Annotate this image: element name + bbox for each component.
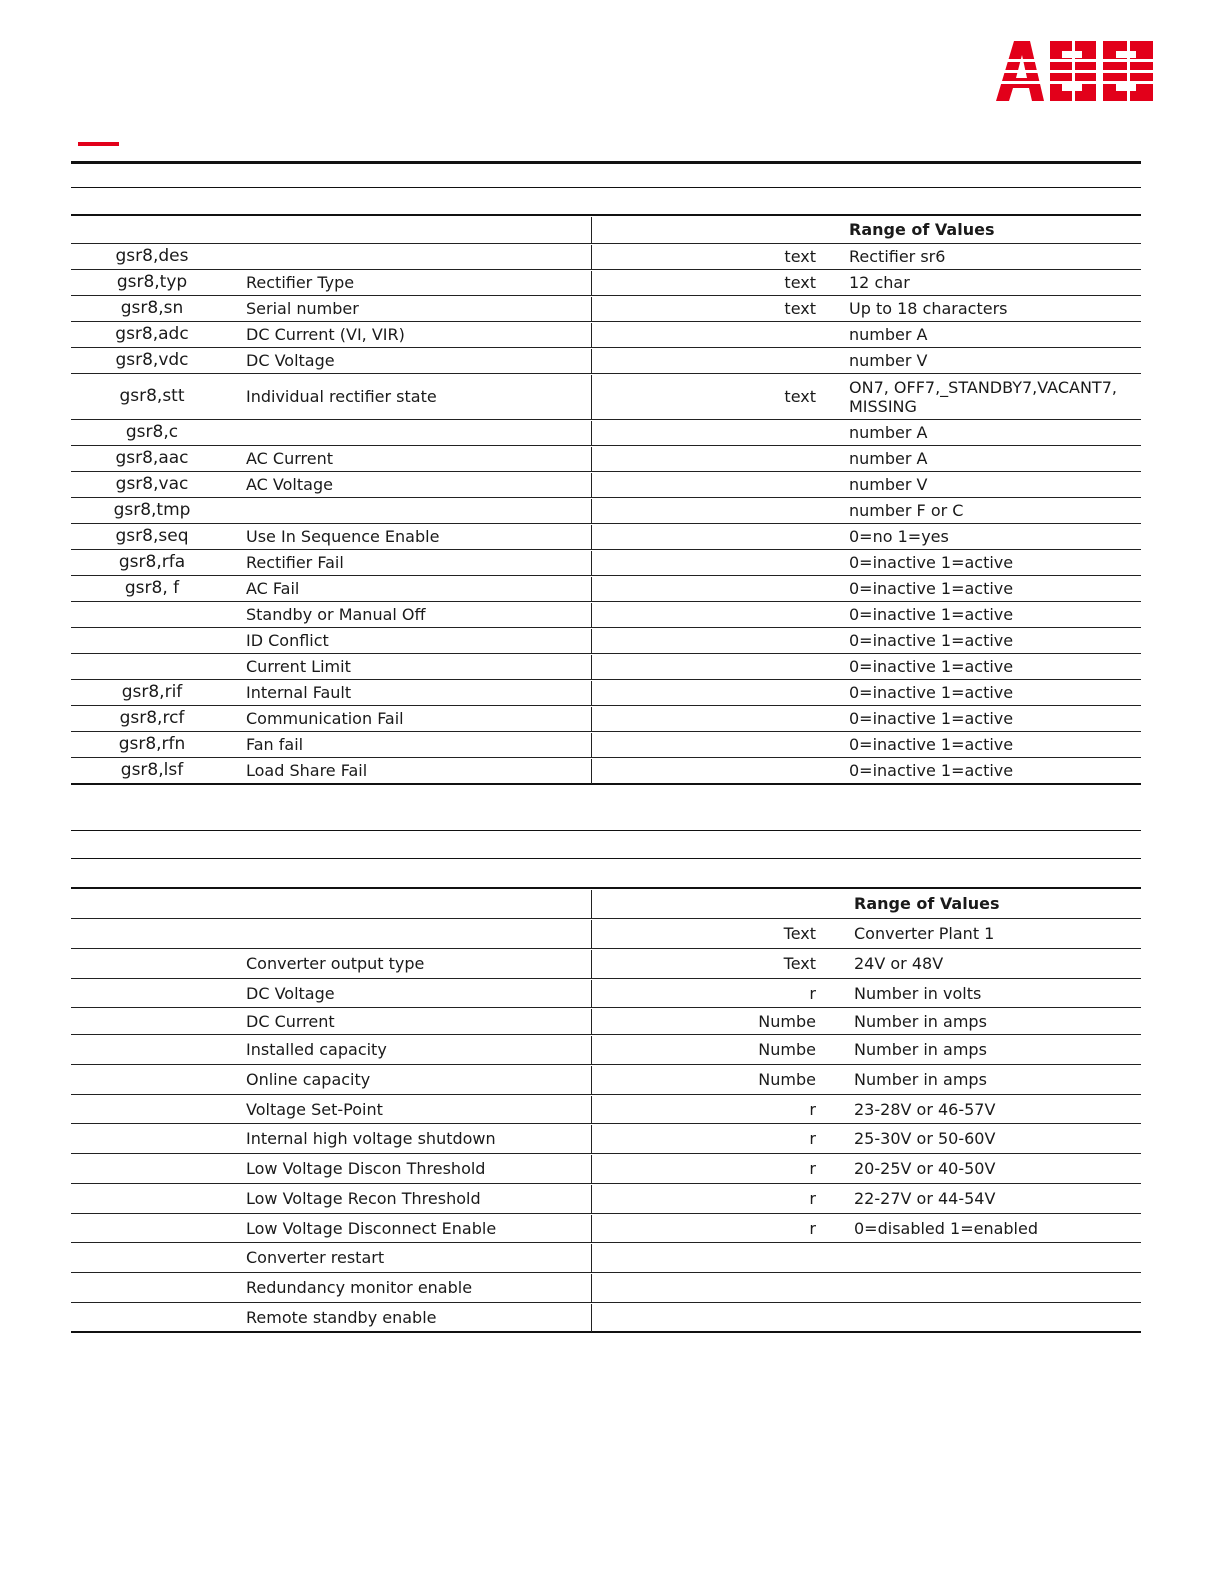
range-value: 12 char [849,273,910,292]
description: DC Voltage [246,983,335,1003]
description [246,498,586,523]
description: Use In Sequence Enable [246,527,440,546]
range-value: ON7, OFF7,_STANDBY7,VACANT7, MISSING [849,377,1117,416]
table-row [71,602,1141,628]
description: Low Voltage Discon Threshold [246,1159,486,1178]
data-type [671,706,816,731]
table-row [71,472,1141,498]
range-value: 0=inactive 1=active [849,657,1014,676]
range-value: 0=inactive 1=active [849,709,1014,728]
table-row [71,420,1141,446]
table-row [71,374,1141,420]
description: Fan fail [246,735,304,754]
table-row [71,1273,1141,1303]
data-type [671,758,816,783]
range-value: Converter Plant 1 [854,924,995,943]
data-type [671,472,816,497]
range-value: 0=inactive 1=active [849,605,1014,624]
range-value [854,1273,1144,1302]
section-rule [71,187,1141,188]
table-row [71,1065,1141,1095]
table-row [71,296,1141,322]
range-value: 20-25V or 40-50V [854,1159,996,1178]
description: Internal Fault [246,683,352,702]
signal-id: gsr8,aac [115,448,189,468]
abb-logo [996,41,1153,101]
signal-id: gsr8,tmp [113,500,191,520]
converter-table [71,887,1141,1333]
description: Installed capacity [246,1040,387,1059]
signal-id: gsr8,vdc [115,350,189,370]
description [246,919,586,948]
data-type: r [809,1099,816,1119]
data-type [671,420,816,445]
range-value: number A [849,325,928,344]
description: AC Voltage [246,475,333,494]
table-row [71,550,1141,576]
signal-id [71,654,233,679]
signal-id: gsr8,seq [115,526,189,546]
data-type: Text [783,954,816,973]
data-type: text [784,299,816,318]
table-row [71,576,1141,602]
data-type [671,524,816,549]
data-type [671,602,816,627]
description: Load Share Fail [246,761,368,780]
table-row [71,1303,1141,1333]
description: Remote standby enable [246,1307,437,1327]
description: Converter restart [246,1248,385,1267]
description [246,244,586,269]
range-value: 0=inactive 1=active [849,579,1014,598]
description: AC Fail [246,579,300,598]
range-value: Number in amps [854,1040,987,1059]
range-value: 22-27V or 44-54V [854,1189,996,1208]
range-value: Number in volts [854,983,982,1003]
table-row [71,270,1141,296]
data-type [671,628,816,653]
range-header: Range of Values [854,894,1000,913]
data-type [671,654,816,679]
description: Rectifier Type [246,273,355,292]
table-header [71,214,1141,244]
table-row [71,1124,1141,1154]
range-value: 0=disabled 1=enabled [854,1218,1038,1238]
table-row [71,1214,1141,1243]
table-row [71,322,1141,348]
range-value [854,1243,1144,1272]
table-row [71,979,1141,1008]
range-header: Range of Values [849,220,995,239]
data-type [671,348,816,373]
range-value [854,1303,1144,1331]
table-row [71,1008,1141,1035]
table-row [71,1154,1141,1184]
signal-id [71,628,233,653]
signal-id: gsr8,sn [120,298,184,318]
range-value: number A [849,423,928,442]
range-value: Up to 18 characters [849,299,1008,318]
table-row [71,732,1141,758]
section-rule [71,161,1141,164]
data-type: text [784,273,816,292]
data-type [671,732,816,757]
signal-id: gsr8,c [125,422,179,442]
description: ID Conflict [246,631,329,650]
description: Redundancy monitor enable [246,1278,473,1297]
data-type [671,498,816,523]
data-type: text [784,387,816,406]
description: Low Voltage Disconnect Enable [246,1218,497,1238]
table-row [71,949,1141,979]
table-row [71,348,1141,374]
table-row [71,244,1141,270]
description: DC Current (VI, VIR) [246,325,405,344]
table-header [71,887,1141,919]
data-type [671,322,816,347]
table-row [71,758,1141,785]
signal-id: gsr8, f [124,578,180,598]
data-type: Numbe [758,1070,816,1089]
data-type: r [809,1189,816,1208]
description: Serial number [246,299,359,318]
signal-id: gsr8,rfa [118,552,186,572]
range-value: number F or C [849,501,964,520]
data-type: Numbe [758,1011,816,1031]
range-value: Rectifier sr6 [849,247,946,266]
data-type [671,680,816,705]
signal-id: gsr8,rif [121,682,183,702]
description: Low Voltage Recon Threshold [246,1189,481,1208]
range-value: Number in amps [854,1011,987,1031]
signal-id: gsr8,typ [116,272,188,292]
data-type: r [809,1159,816,1178]
signal-id: gsr8,vac [115,474,189,494]
data-type: Numbe [758,1040,816,1059]
description: Internal high voltage shutdown [246,1129,496,1148]
description: AC Current [246,449,334,468]
signal-id: gsr8,rcf [119,708,185,728]
data-type [671,1303,816,1331]
data-type [671,446,816,471]
signal-id: gsr8,rfn [118,734,186,754]
data-type [671,550,816,575]
table-row [71,524,1141,550]
section-rule [71,858,1141,859]
range-value: Number in amps [854,1070,987,1089]
description: Current Limit [246,657,351,676]
range-value: number V [849,351,928,370]
range-value: number V [849,475,928,494]
signal-id: gsr8,stt [119,386,185,406]
range-value: number A [849,449,928,468]
description: DC Current [246,1011,335,1031]
range-value: 0=inactive 1=active [849,761,1014,780]
range-value: 23-28V or 46-57V [854,1099,996,1119]
table-row [71,498,1141,524]
range-value: 24V or 48V [854,954,944,973]
description: Rectifier Fail [246,553,344,572]
range-value: 0=inactive 1=active [849,683,1014,702]
data-type: r [809,1218,816,1238]
table-row [71,654,1141,680]
table-row [71,1184,1141,1214]
description: Standby or Manual Off [246,605,426,624]
table-row [71,1095,1141,1124]
description: Converter output type [246,954,425,973]
data-type [671,1273,816,1302]
range-value: 0=inactive 1=active [849,631,1014,650]
table-row [71,628,1141,654]
range-value: 25-30V or 50-60V [854,1129,996,1148]
range-value: 0=inactive 1=active [849,553,1014,572]
data-type: text [784,247,816,266]
table-row [71,1243,1141,1273]
signal-id: gsr8,lsf [120,760,184,780]
data-type: r [809,1129,816,1148]
data-type [671,1243,816,1272]
range-value: 0=inactive 1=active [849,735,1014,754]
signal-id: gsr8,adc [115,324,189,344]
rectifier-table [71,214,1141,785]
data-type: r [809,983,816,1003]
signal-id [71,602,233,627]
data-type [671,576,816,601]
table-row [71,1035,1141,1065]
description: DC Voltage [246,351,335,370]
section-rule [71,830,1141,831]
table-row [71,706,1141,732]
table-row [71,919,1141,949]
table-row [71,446,1141,472]
range-value: 0=no 1=yes [849,527,949,546]
description: Voltage Set-Point [246,1099,383,1119]
description [246,420,586,445]
description: Communication Fail [246,709,404,728]
description: Individual rectifier state [246,387,437,406]
red-accent-bar [78,142,119,146]
table-row [71,680,1141,706]
data-type: Text [783,924,816,943]
signal-id: gsr8,des [115,246,189,266]
description: Online capacity [246,1070,371,1089]
